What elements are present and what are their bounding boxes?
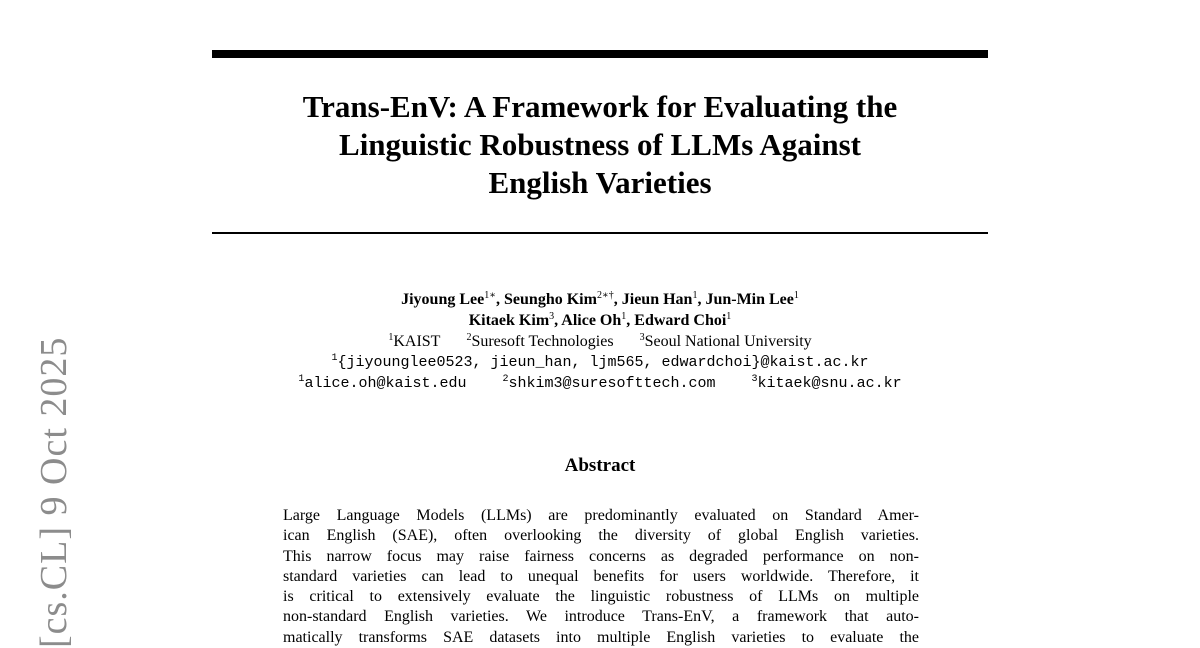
author-sep: ,: [496, 291, 505, 308]
abstract-line: ican English (SAE), often overlooking the diversity of global English varieties.: [283, 527, 919, 545]
arxiv-stamp: [cs.CL] 9 Oct 2025: [33, 336, 75, 648]
email-line: [212, 373, 988, 394]
affiliation: KAIST: [393, 333, 441, 350]
author-name: Edward Choi: [634, 312, 727, 329]
top-rule: [212, 50, 988, 58]
author-sup: 1: [726, 311, 732, 322]
affiliations: [212, 331, 988, 352]
author-name: Jiyoung Lee: [401, 291, 485, 308]
author-name: Seungho Kim: [504, 291, 597, 308]
author-name: Kitaek Kim: [468, 312, 550, 329]
author-sup: 1: [793, 290, 799, 301]
author-sup: 1∗: [484, 290, 497, 301]
paper-title: [212, 88, 988, 202]
email-sup: 1: [331, 353, 338, 364]
author-sep: ,: [697, 291, 706, 308]
abstract-line: This narrow focus may raise fairness concerns as degraded performance on non-: [283, 547, 919, 565]
abstract-line: standard varieties can lead to unequal benefits for users worldwide. Therefore, it: [283, 567, 919, 585]
author-block: [212, 289, 988, 394]
title-line: English Varieties: [488, 165, 712, 200]
affiliation: Seoul National University: [644, 333, 812, 350]
author-sup: 1: [621, 311, 627, 322]
abstract-line: is critical to extensively evaluate the linguistic robustness of LLMs on multiple: [283, 588, 919, 606]
author-name: Jun-Min Lee: [705, 291, 794, 308]
author-sup: 2∗†: [596, 290, 614, 301]
title-line: Trans-EnV: A Framework for Evaluating the: [302, 89, 898, 124]
abstract-heading: Abstract: [564, 455, 636, 476]
author-sup: 1: [692, 290, 698, 301]
email-sup: 1: [298, 374, 305, 385]
author-name: Alice Oh: [561, 312, 622, 329]
abstract-line: non-standard English varieties. We introduce Trans-EnV, a framework that auto-: [283, 608, 919, 626]
author-sep: ,: [626, 312, 635, 329]
author-sep: ,: [554, 312, 562, 329]
affiliation: Suresoft Technologies: [471, 333, 614, 350]
email: alice.oh@kaist.edu: [304, 375, 467, 392]
author-name: Jieun Han: [621, 291, 693, 308]
title-line: Linguistic Robustness of LLMs Against: [339, 127, 861, 162]
email: shkim3@suresofttech.com: [508, 375, 716, 392]
author-line: [212, 310, 988, 331]
title-bottom-rule: [212, 232, 988, 234]
abstract-body: [283, 506, 919, 648]
email-sup: 2: [502, 374, 509, 385]
author-sep: ,: [613, 291, 622, 308]
affiliation-sup: 3: [639, 332, 645, 343]
affiliation-sup: 2: [466, 332, 472, 343]
email-line: [212, 352, 988, 373]
email: {jiyounglee0523, jieun_han, ljm565, edwardchoi}@kaist.ac.kr: [337, 354, 869, 371]
abstract-line: Large Language Models (LLMs) are predominantly evaluated on Standard Amer-: [283, 507, 919, 524]
abstract-line: matically transforms SAE datasets into multiple English varieties to evaluate the: [283, 628, 919, 646]
affiliation-sup: 1: [388, 332, 394, 343]
email-sup: 3: [751, 374, 758, 385]
author-line: [212, 289, 988, 310]
author-sup: 3: [549, 311, 555, 322]
email: kitaek@snu.ac.kr: [757, 375, 902, 392]
